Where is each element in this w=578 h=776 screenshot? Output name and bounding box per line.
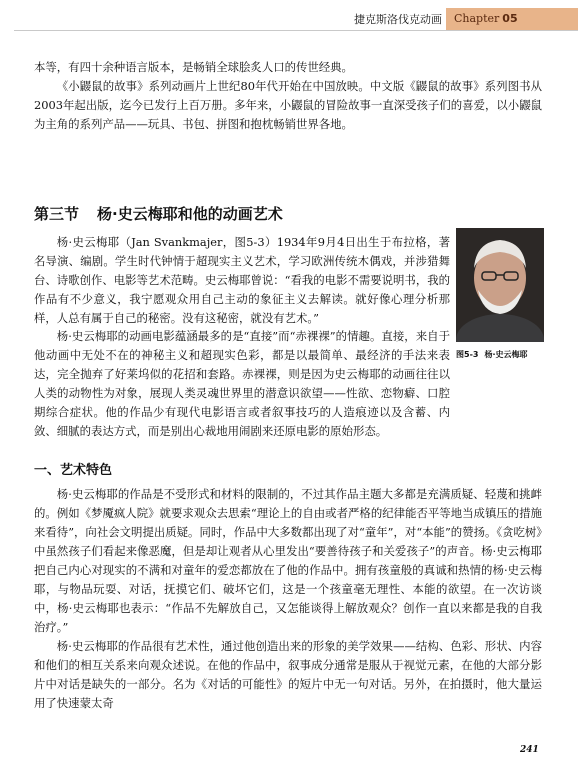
intro-paragraph-2: 《小鼹鼠的故事》系列动画片上世纪80年代开始在中国放映。中文版《鼹鼠的故事》系列图书从2003年起出版，迄今已发行上百万册。多年来，小鼹鼠的冒险故事一直深受孩子们的喜爱，以小鼹鼠为主角的系列产品——玩具、书包、拼图和抱枕畅销世界各地。 xyxy=(34,79,542,131)
figure-caption-text: 杨·史云梅耶 xyxy=(484,350,528,359)
page-number: 241 xyxy=(520,745,539,755)
section-number: 第三节 xyxy=(34,205,80,223)
figure-label: 图5-3 xyxy=(456,350,479,359)
chapter-number: 05 xyxy=(502,12,518,25)
section-title: 杨·史云梅耶和他的动画艺术 xyxy=(97,205,283,223)
section-text-2 xyxy=(34,327,450,441)
subsection-paragraph-2: 杨·史云梅耶的作品很有艺术性，通过他创造出来的形象的美学效果——结构、色彩、形状、内容和他们的相互关系来向观众述说。在他的作品中，叙事成分通常是服从于视觉元素，在他的大部分影片中对话是缺失的一部分。名为《对话的可能性》的短片中无一句对话。另外，在拍摄时，他大量运用了快速蒙太奇 xyxy=(34,639,542,710)
figure-caption xyxy=(456,349,566,360)
chapter-word: Chapter xyxy=(454,12,500,25)
subsection-paragraph-1: 杨·史云梅耶的作品是不受形式和材料的限制的，不过其作品主题大多都是充满质疑、轻蔑和挑衅的。例如《梦魇疯人院》就要求观众去思索“理论上的自由或者严格的纪律能否平等地当成镇压的措施来看待”，向社会文明提出质疑。同时，作品中大多数都出现了对“童年”，对“本能”的赞扬。《贪吃树》中虽然孩子们看起来像恶魔，但是却让观者从心里发出“要善待孩子和关爱孩子”的声音。杨·史云梅耶把自己内心对现实的不满和对童年的爱恋都放在了他的作品中。拥有孩童般的真诚和热情的杨·史云梅耶，与物品玩耍、对话，抚摸它们、破坏它们，这是一个孩童毫无理性、本能的欲望。在一次访谈中，杨·史云梅耶也表示：“作品不先解放自己，又怎能谈得上解放观众？创作一直以来都是我的自我治疗。” xyxy=(34,487,542,634)
running-head-title: 捷克斯洛伐克动画 xyxy=(354,13,442,26)
intro-text xyxy=(34,58,542,134)
subsection-heading: 一、艺术特色 xyxy=(34,463,113,478)
section-paragraph-2: 杨·史云梅耶的动画电影蕴涵最多的是“直接”而“赤裸裸”的情趣。直接，来自于他动画中无处不在的神秘主义和超现实色彩，都是以最简单、最经济的手法来表达，完全抛弃了好莱坞似的花招和套路。赤裸裸，则是因为史云梅耶的动画往往以人类的动物性为对象，展现人类灵魂世界里的潜意识欲望——性欲、恋物癖、口腔期综合症状。他的作品少有现代电影语言或者叙事技巧的人造痕迹以及含蓄、内敛、细腻的表达方式，而是别出心裁地用闹剧来还原电影的原始形态。 xyxy=(34,329,450,438)
intro-paragraph-1: 本等，有四十余种语言版本，是畅销全球脍炙人口的传世经典。 xyxy=(34,60,353,74)
subsection-text xyxy=(34,485,542,713)
section-heading xyxy=(34,203,283,224)
header-rule xyxy=(14,30,578,31)
portrait-photo xyxy=(456,228,544,342)
section-paragraph-1: 杨·史云梅耶（Jan Svankmajer，图5-3）1934年9月4日出生于布拉格，著名导演、编剧。学生时代钟情于超现实主义艺术，学习欧洲传统木偶戏，并涉猎舞台、诗歌创作、电影等艺术范畴。史云梅耶曾说：“看我的电影不需要说明书，我的作品有不少意义，我宁愿观众用自己主动的象征主义去解读。就好像心理分析那样，人总有属于自己的秘密。没有这秘密，就没有艺术。” xyxy=(34,235,450,325)
chapter-badge xyxy=(446,8,578,30)
portrait-illustration xyxy=(456,228,544,342)
section-text-narrow xyxy=(34,233,450,328)
